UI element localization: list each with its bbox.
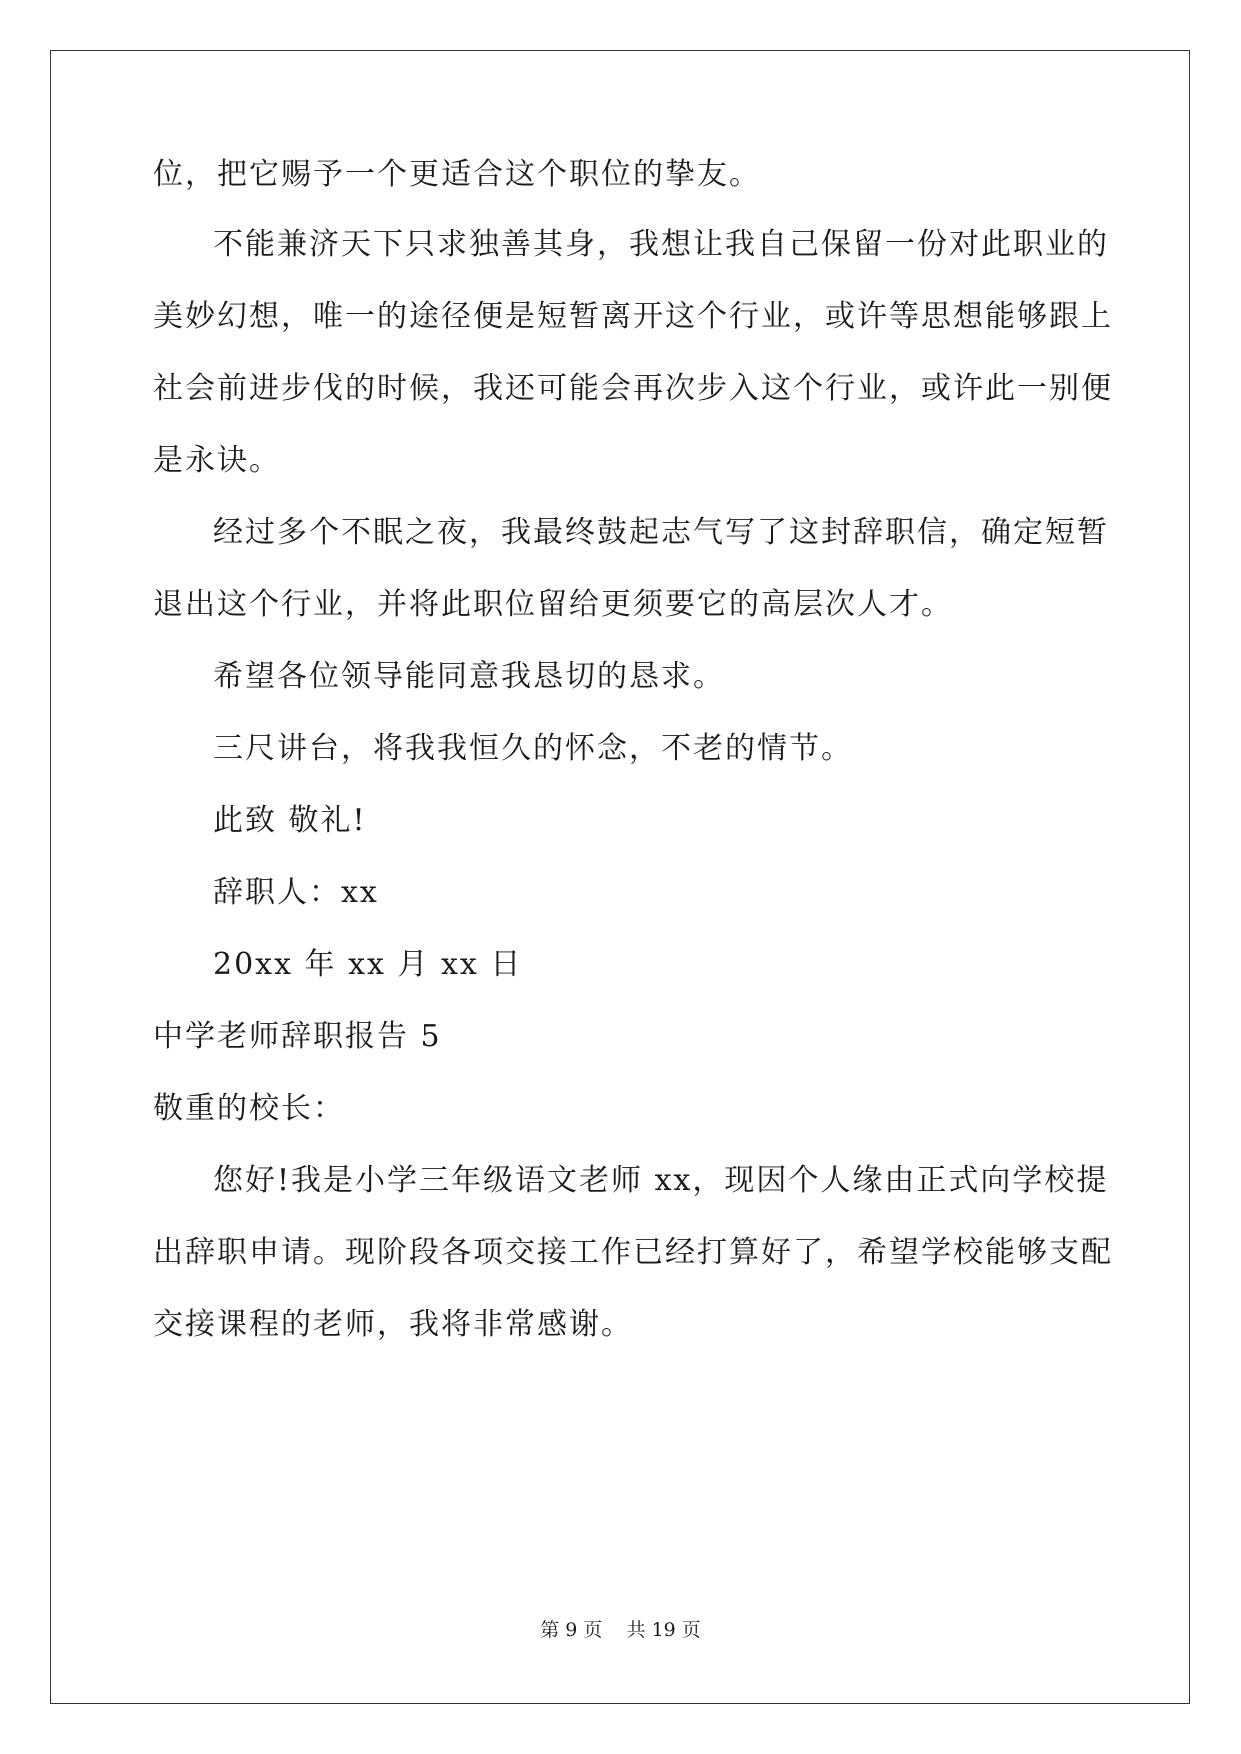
page-number: 第 9 页 共 19 页: [540, 1619, 701, 1641]
paragraph-line: 交接课程的老师，我将非常感谢。: [153, 1307, 633, 1342]
closing-salutation: 此致 敬礼!: [213, 803, 367, 838]
greeting-line: 敬重的校长：: [153, 1091, 345, 1126]
paragraph-line: 出辞职申请。现阶段各项交接工作已经打算好了，希望学校能够支配: [153, 1235, 1113, 1270]
paragraph-line: 您好!我是小学三年级语文老师 xx，现因个人缘由正式向学校提: [213, 1163, 1109, 1198]
signature-line: 辞职人：xx: [213, 875, 379, 910]
paragraph-line: 退出这个行业，并将此职位留给更须要它的高层次人才。: [153, 587, 953, 622]
paragraph-line: 是永诀。: [153, 443, 281, 478]
paragraph-line: 位，把它赐予一个更适合这个职位的挚友。: [153, 157, 761, 192]
paragraph-line: 三尺讲台，将我我恒久的怀念，不老的情节。: [213, 731, 853, 766]
paragraph-line: 美妙幻想，唯一的途径便是短暂离开这个行业，或许等思想能够跟上: [153, 299, 1113, 334]
paragraph-line: 不能兼济天下只求独善其身，我想让我自己保留一份对此职业的: [213, 227, 1109, 262]
date-line: 20xx 年 xx 月 xx 日: [213, 947, 523, 982]
section-title: 中学老师辞职报告 5: [153, 1019, 442, 1054]
paragraph-line: 社会前进步伐的时候，我还可能会再次步入这个行业，或许此一别便: [153, 371, 1113, 406]
paragraph-line: 经过多个不眠之夜，我最终鼓起志气写了这封辞职信，确定短暂: [213, 515, 1109, 550]
paragraph-line: 希望各位领导能同意我恳切的恳求。: [213, 659, 725, 694]
